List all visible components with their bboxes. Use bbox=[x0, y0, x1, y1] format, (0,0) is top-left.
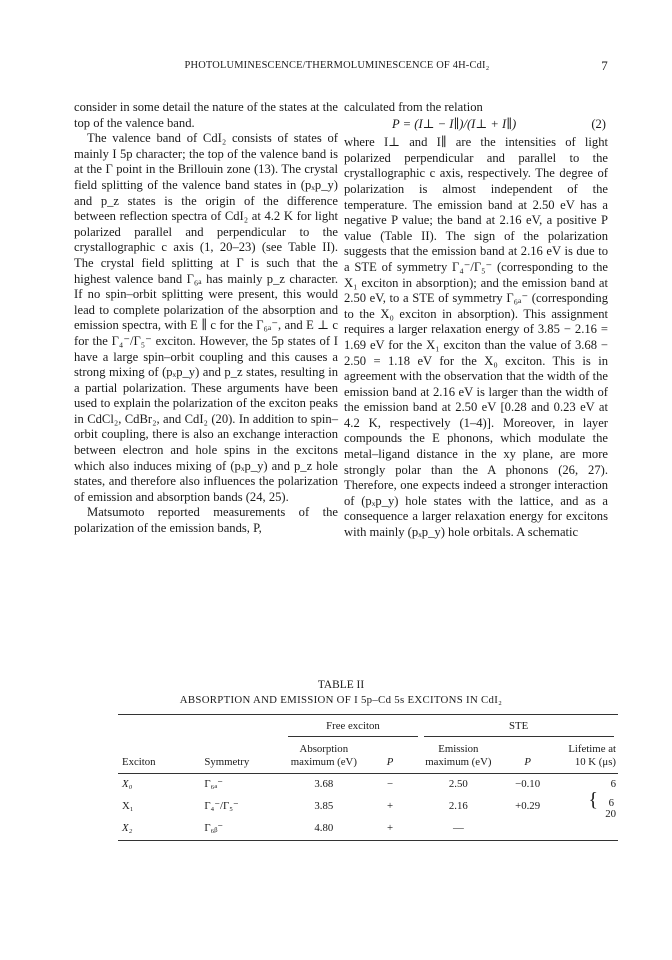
table-row: X₂ Γ₆ᵦ⁻ 4.80 + — bbox=[118, 818, 618, 841]
equation-body: P = (I⊥ − I∥)/(I⊥ + I∥) bbox=[392, 116, 517, 131]
data-table bbox=[118, 714, 618, 841]
column-header: P bbox=[524, 755, 531, 768]
page-number: 7 bbox=[601, 58, 608, 73]
group-header-free-exciton: Free exciton bbox=[287, 715, 420, 737]
left-column bbox=[74, 100, 338, 537]
paragraph: consider in some detail the nature of the states at the top of the valence band. bbox=[74, 100, 338, 130]
group-header-ste: STE bbox=[419, 715, 618, 737]
column-header: Exciton bbox=[122, 755, 156, 768]
equation bbox=[344, 116, 608, 136]
table-row: X₀ Γ₆ₐ⁻ 3.68 − 2.50 −0.10 6 bbox=[122, 778, 616, 791]
column-header: Absorption maximum (eV) bbox=[290, 742, 357, 768]
paragraph: where I⊥ and I∥ are the intensities of light polarized perpendicular and parallel to the crystallographic c axis, respectively. The degree of polarization is almost independent of the temperature. The emission band at 2.50 eV has a negative P value; the band at 2.16 eV, a positive P value (Table II). The sign of the polarization suggests that the emission band at 2.16 eV is due to a STE of symmetry Γ₄⁻/Γ₅⁻ (corresponding to the X₁ exciton in absorption); and the emission band at 2.50 eV, to a STE of symmetry Γ₆ₐ⁻ (corresponding to the X₀ exciton in absorption). This assignment requires a larger relaxation energy of 3.85 − 2.16 = 1.69 eV for the X₁ exciton than the value of 3.68 − 2.50 = 1.18 eV for the X₀ exciton. This is in agreement with the observation that the width of the emission band at 2.16 eV is larger than the width of the emission band at 2.50 eV [0.28 and 0.23 eV at 4.2 K, respectively (1–4)]. Moreover, in layer compounds the E phonons, which modulate the metal–ligand distance in the xy plane, are more strongly polar than the A phonons (26, 27). Therefore, one expects indeed a stronger interaction of (pₓp_y) hole states with the lattice, and as a consequence a larger relaxation energy for excitons with mainly (pₓp_y) hole orbitals. A schematic bbox=[344, 135, 608, 540]
table-title: ABSORPTION AND EMISSION OF I 5p–Cd 5s EXCITONS IN CdI₂ bbox=[179, 694, 503, 706]
brace-icon: { bbox=[588, 788, 598, 811]
paragraph: Matsumoto reported measurements of the polarization of the emission bands, P, bbox=[74, 505, 338, 536]
running-head-title: PHOTOLUMINESCENCE/THERMOLUMINESCENCE OF 4H-CdI₂ bbox=[184, 60, 490, 71]
table-caption bbox=[74, 678, 608, 708]
column-header: P bbox=[386, 755, 394, 768]
right-column bbox=[344, 100, 608, 541]
lifetime-brace-cell: { 6 20 bbox=[588, 788, 616, 820]
column-header: Emission maximum (eV) bbox=[425, 742, 492, 768]
column-header: Symmetry bbox=[204, 755, 250, 768]
paragraph: The valence band of CdI₂ consists of states of mainly I 5p character; the top of the valence band is at the Γ point in the Brillouin zone (13). The crystal field splitting of the valence band states in (pₓp_y) and p_z states is the origin of the difference between reflection spectra of CdI₂ at 4.2 K for light polarized parallel and perpendicular to the crystallographic c axis (1, 20–23) (see Table II). The crystal field splitting at Γ is such that the highest valence band Γ₆ₐ has mainly p_z character. If no spin–orbit splitting were present, this would lead to complete polarization of the absorption and emission spectra, with E ∥ c for the Γ₆ₐ⁻, and E ⊥ c for the Γ₄⁻/Γ₅⁻ exciton. However, the 5p states of I have a large spin–orbit coupling and this causes a strong mixing of (pₓp_y) and p_z states, resulting in a partial polarization. These arguments have been used to explain the polarization of the exciton peaks in CdCl₂, CdBr₂, and CdI₂ (20). In addition to spin–orbit coupling, there is also an exchange interaction between electron and hole spins in the excitons which also induces mixing of (pₓp_y) and p_z hole states, and therefore also influences the polarization of emission and absorption bands (24, 25). bbox=[74, 131, 338, 504]
table-label: TABLE II bbox=[317, 679, 365, 691]
equation-number: (2) bbox=[591, 116, 606, 131]
column-header: Lifetime at 10 K (μs) bbox=[568, 742, 616, 768]
table-row: X₁ Γ₄⁻/Γ₅⁻ 3.85 + 2.16 +0.29 { 6 20 bbox=[122, 788, 616, 820]
paragraph: calculated from the relation bbox=[344, 100, 483, 114]
